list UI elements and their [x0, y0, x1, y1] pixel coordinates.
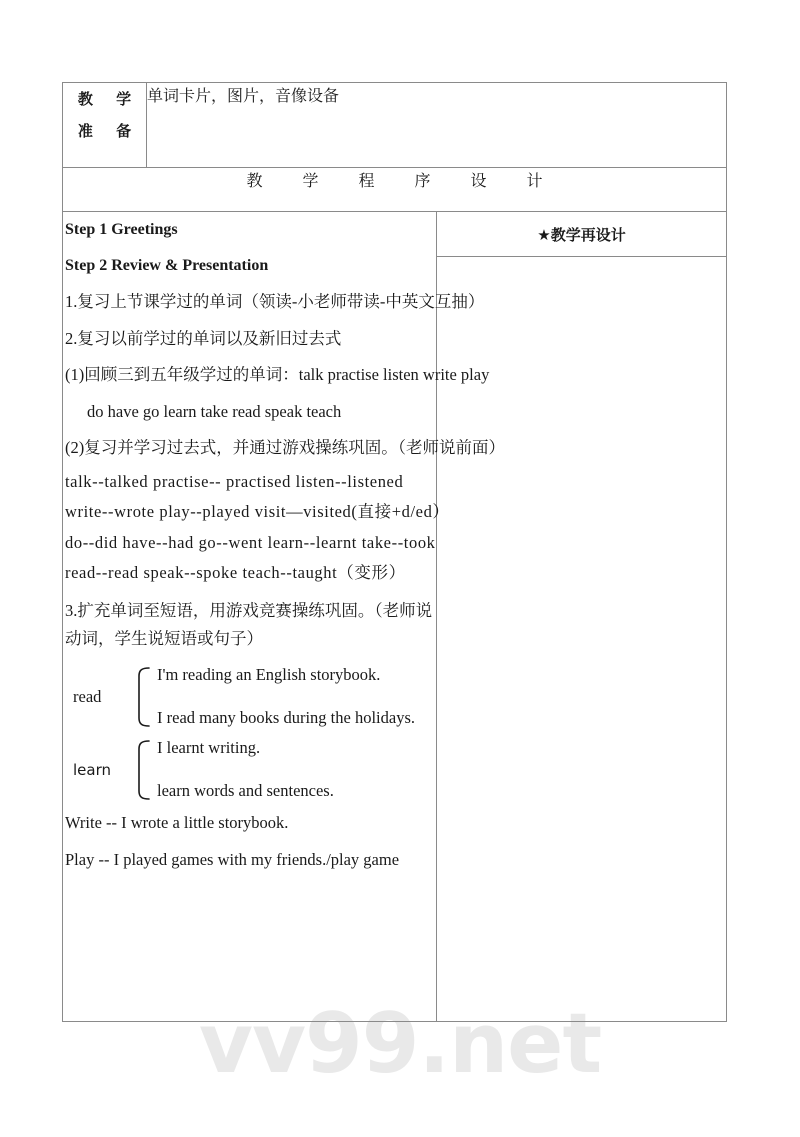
phrase-learn-sentence-1: I learnt writing. — [157, 738, 261, 758]
phrase-group-read-lines — [157, 663, 436, 730]
review-sub-1-line-2: do have go learn take read speak teach — [87, 401, 342, 421]
redesign-header: ★教学再设计 — [437, 212, 726, 257]
verb-list-row-3: do--did have--had go--went learn--learnt take--took — [65, 532, 436, 552]
phrase-learn-sentence-2: learn words and sentences. — [157, 780, 334, 800]
step-2-heading: Step 2 Review & Presentation — [65, 257, 269, 274]
phrase-group-learn-label: learn — [73, 760, 111, 779]
table-row-preparation — [63, 83, 727, 168]
redesign-column-cell — [437, 212, 727, 1022]
site-watermark: vv99.net — [198, 995, 602, 1092]
preparation-label-line2: 准 备 — [77, 122, 141, 141]
table-row-body — [63, 212, 727, 1022]
phrase-group-learn — [63, 736, 436, 803]
procedure-header-cell: 教 学 程 序 设 计 — [63, 168, 727, 212]
left-bracket-icon — [135, 666, 151, 728]
preparation-label-cell — [63, 83, 147, 168]
review-item-2: 2.复习以前学过的单词以及新旧过去式 — [65, 328, 342, 348]
review-sub-2: (2)复习并学习过去式，并通过游戏操练巩固。（老师说前面） — [65, 438, 505, 457]
example-write-line: Write -- I wrote a little storybook. — [65, 813, 289, 833]
phrase-read-sentence-2: I read many books during the holidays. — [157, 707, 415, 727]
table-row-procedure-header — [63, 168, 727, 212]
lesson-plan-sheet — [62, 82, 727, 1022]
phrase-group-learn-lines — [157, 736, 436, 803]
review-sub-1-line-1: (1)回顾三到五年级学过的单词：talk practise listen write play — [65, 365, 490, 384]
review-item-3: 3.扩充单词至短语，用游戏竞赛操练巩固。（老师说动词，学生说短语或句子） — [65, 600, 433, 648]
verb-list-row-2: write--wrote play--played visit—visited(直接+d/ed） — [65, 502, 450, 521]
phrase-read-sentence-1: I'm reading an English storybook. — [157, 665, 381, 685]
preparation-label-line1: 教 学 — [77, 90, 141, 108]
preparation-content-cell: 单词卡片，图片，音像设备 — [147, 83, 727, 168]
phrase-group-read-label: read — [73, 686, 102, 706]
verb-list-row-1: talk--talked practise-- practised listen--listened — [65, 471, 404, 491]
lesson-body-cell — [63, 212, 505, 1022]
example-play-line: Play -- I played games with my friends./play game — [65, 849, 400, 869]
left-bracket-icon — [135, 739, 151, 801]
verb-list-row-4: read--read speak--spoke teach--taught（变形） — [65, 563, 406, 582]
review-item-1: 1.复习上节课学过的单词（领读-小老师带读-中英文互抽） — [65, 292, 485, 311]
phrase-group-read — [63, 663, 436, 730]
lesson-plan-table — [62, 82, 727, 1022]
step-1-heading: Step 1 Greetings — [65, 221, 178, 238]
